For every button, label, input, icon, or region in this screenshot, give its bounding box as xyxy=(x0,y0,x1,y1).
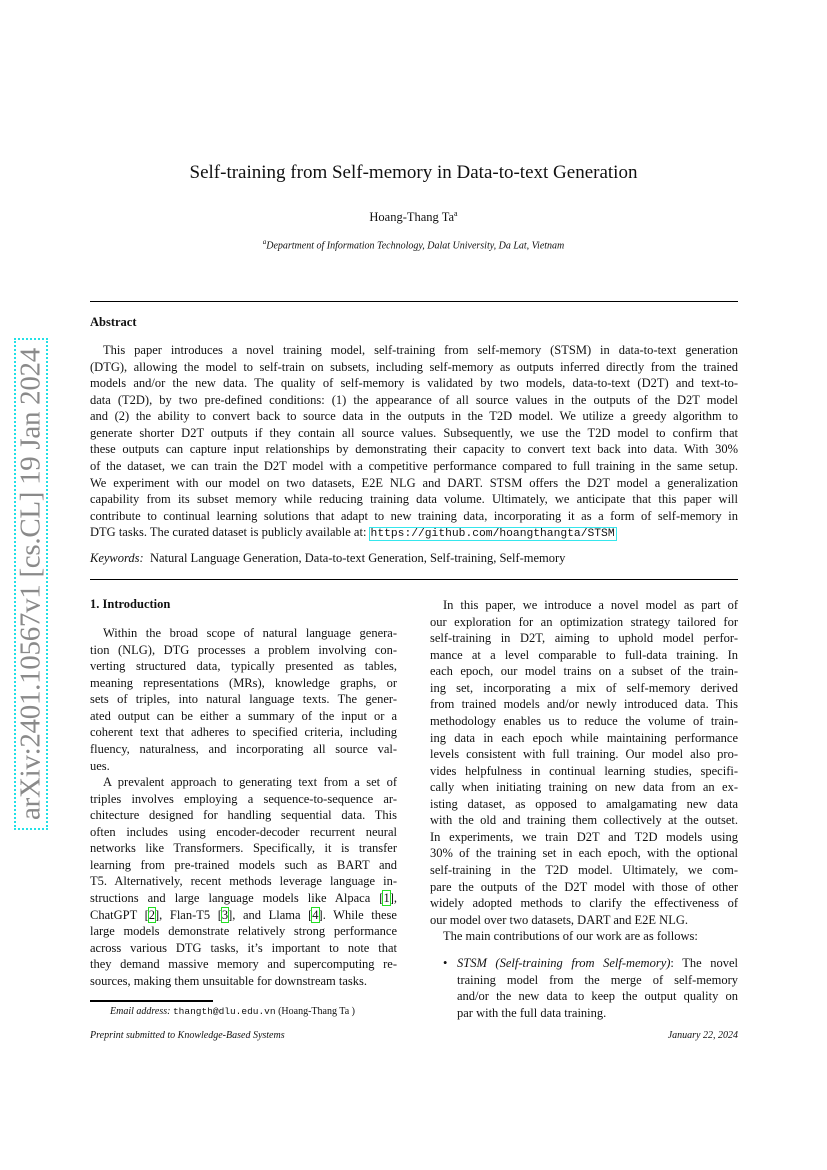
keywords xyxy=(90,550,738,567)
text-line: This paper introduces a novel training model, self-training from self-memory (STSM) in data-to-text generation xyxy=(103,343,738,357)
affiliation xyxy=(0,238,827,251)
footnote-rule xyxy=(90,1000,213,1002)
footer-left: Preprint submitted to Knowledge-Based Systems xyxy=(90,1030,285,1041)
text-line: fluency, naturalness, and incorporating all source val- xyxy=(90,741,397,756)
text-line: ing data in each epoch while maintaining performance xyxy=(430,730,738,745)
text-segment: structions and large language models like Alpaca [ xyxy=(90,891,384,905)
text-line: ated output can be either a summary of the input or a xyxy=(90,708,397,723)
footnote-email[interactable]: thangth@dlu.edu.vn xyxy=(172,1006,276,1017)
text-line: generate shorter D2T outputs if they contain all source values. Subsequently, we use the T2D model to confirm that xyxy=(90,425,738,440)
bullet-icon: • xyxy=(443,956,448,970)
text-line: often includes using encoder-decoder recurrent neural xyxy=(90,824,397,839)
text-segment: ChatGPT [ xyxy=(90,907,149,922)
text-line: methodology enables us to reduce the volume of train- xyxy=(430,713,738,728)
text-segment: ]. While these xyxy=(318,907,397,922)
text-segment: ], Flan-T5 [ xyxy=(155,907,222,922)
abstract-bottom-rule xyxy=(90,579,738,580)
text-segment: ], and Llama [ xyxy=(228,907,313,922)
keywords-text: Natural Language Generation, Data-to-text Generation, Self-training, Self-memory xyxy=(149,551,566,565)
affiliation-text: Department of Information Technology, Dalat University, Da Lat, Vietnam xyxy=(266,240,565,252)
text-line: triples involves employing a sequence-to-sequence ar- xyxy=(90,791,397,806)
text-segment: : The novel xyxy=(670,956,739,970)
contribution-bullet xyxy=(443,955,739,1021)
text-line: large models demonstrate relatively strong performance xyxy=(90,924,397,939)
text-line: our model over two datasets, DART and E2E NLG. xyxy=(430,912,688,927)
text-line: Within the broad scope of natural language genera- xyxy=(103,626,397,640)
text-line: of the dataset, we can train the D2T model with a competitive performance compared to full training in the same setup. xyxy=(90,458,738,473)
text-line: networks like Transformers. Specifically, it is transfer xyxy=(90,841,397,856)
text-line: and/or the new data to keep the output quality on xyxy=(457,989,738,1004)
citation-link[interactable]: 3 xyxy=(221,907,229,922)
text-line: In experiments, we train D2T and T2D models using xyxy=(430,829,738,844)
text-line xyxy=(90,524,738,541)
text-line: data (T2D), by two pre-defined conditions: (1) the appearance of all source values in the outputs of the D2T model xyxy=(90,392,738,407)
citation-link[interactable]: 2 xyxy=(148,907,155,922)
text-line: vides helpfulness in continual learning studies, specifi- xyxy=(430,763,738,778)
text-line: self-training in the T2D model. Ultimately, we com- xyxy=(430,863,738,877)
text-line: models and/or the new data. The quality of self-memory is validated by two models, data-to-text (D2T) and text-to- xyxy=(90,376,738,391)
paper-title: Self-training from Self-memory in Data-to-text Generation xyxy=(189,162,638,183)
text-segment: DTG tasks. The curated dataset is publicly available at: xyxy=(90,525,370,540)
text-line: isting dataset, as opposed to amalgamating new data xyxy=(430,796,738,811)
author-name: Hoang-Thang Ta xyxy=(369,210,455,225)
keywords-label: Keywords: xyxy=(90,551,144,565)
text-segment: ], xyxy=(389,891,397,905)
text-line: T5. Alternatively, recent methods leverage language in- xyxy=(90,874,397,889)
abstract-heading: Abstract xyxy=(90,315,137,329)
right-column-text xyxy=(430,597,738,945)
text-line: meaning representations (MRs), knowledge graphs, or xyxy=(90,675,397,690)
footnote xyxy=(110,1006,355,1017)
text-line: capability from its subset memory while reducing training data volume. Ultimately, we anticipate that this paper will xyxy=(90,492,738,507)
text-line: mance at a level comparable to full-data training. In xyxy=(430,647,738,662)
text-line: contribute to continual learning solutions that adapt to new training data, incorporating it as a form of self-memory in xyxy=(90,508,738,523)
text-line: levels consistent with full training. Our model also pro- xyxy=(430,747,738,762)
author-sup: a xyxy=(454,209,458,218)
section-heading-introduction: 1. Introduction xyxy=(90,597,171,611)
left-column-text xyxy=(90,625,397,989)
text-line: learning from pre-trained models such as BART and xyxy=(90,857,397,872)
text-line: widely adopted methods to clarify the effectiveness of xyxy=(430,896,738,911)
top-rule xyxy=(90,301,738,302)
text-line: and (2) the ability to convert back to source data in the outputs in the T2D model. We utilize a greedy algorithm to xyxy=(90,409,738,424)
text-line: self-training in D2T, aiming to uphold model perfor- xyxy=(430,631,738,646)
author xyxy=(0,209,827,225)
text-line: verting structured data, typically presented as tables, xyxy=(90,659,397,674)
text-line: tion (NLG), DTG processes a problem involving con- xyxy=(90,642,397,657)
text-segment: STSM (Self-training from Self-memory) xyxy=(457,956,671,970)
footnote-name: (Hoang-Thang Ta ) xyxy=(278,1006,355,1017)
text-line: coherent text that adheres to specified criteria, including xyxy=(90,725,397,740)
text-line: these outputs can capture input relationships by demonstrating their capacity to convert text back into data. With 30% xyxy=(90,442,738,457)
text-line: par with the full data training. xyxy=(457,1005,607,1020)
footer-date: January 22, 2024 xyxy=(667,1030,738,1041)
text-line: ing set, incorporating a mix of self-memory derived xyxy=(430,680,738,695)
text-line: training model from the merge of self-memory xyxy=(457,972,738,987)
text-line: We experiment with our model on two datasets, E2E NLG and DART. STSM offers the D2T model a generalization xyxy=(90,475,738,490)
text-line: sources, making them unsuitable for downstream tasks. xyxy=(90,973,368,988)
footnote-label: Email address: xyxy=(110,1006,171,1017)
text-line: In this paper, we introduce a novel model as part of xyxy=(443,598,738,612)
citation-link[interactable]: 1 xyxy=(383,891,390,905)
dataset-link[interactable]: https://github.com/hoangthangta/STSM xyxy=(370,528,615,541)
text-line: cally when initiating training on new data from an ex- xyxy=(430,780,738,795)
text-line: A prevalent approach to generating text from a set of xyxy=(103,775,397,790)
text-line: pare the outputs of the D2T model with those of other xyxy=(430,879,738,894)
text-line: with the old and training them collectively at the outset. xyxy=(430,813,738,828)
abstract-body xyxy=(90,342,738,541)
text-line xyxy=(90,907,397,924)
arxiv-stamp-text: arXiv:2401.10567v1 [cs.CL] 19 Jan 2024 xyxy=(14,348,47,820)
text-line: they demand massive memory and supercomputing re- xyxy=(90,957,397,972)
citation-link[interactable]: 4 xyxy=(312,907,319,922)
text-line xyxy=(90,890,397,907)
text-line: chitecture designed for handling sequential data. This xyxy=(90,808,397,823)
text-line: sets of triples, into natural language texts. The gener- xyxy=(90,692,397,707)
affiliation-sup: a xyxy=(262,238,267,246)
text-line: ues. xyxy=(90,758,110,773)
text-line: (DTG), allowing the model to self-train on subsets, including self-memory as outputs inferred directly from the trained xyxy=(90,359,738,374)
text-line: each epoch, our model trains on a subset of the train- xyxy=(430,664,738,679)
text-line xyxy=(457,955,738,972)
arxiv-stamp[interactable] xyxy=(14,338,48,830)
text-line: across various DTG tasks, it’s important to note that xyxy=(90,940,397,955)
text-line: from trained models and/or newly introduced data. This xyxy=(430,697,738,712)
text-line: our exploration for an optimization strategy tailored for xyxy=(430,614,738,629)
text-line: 30% of the training set in each epoch, with the optional xyxy=(430,846,738,861)
text-line: The main contributions of our work are as follows: xyxy=(443,929,698,944)
